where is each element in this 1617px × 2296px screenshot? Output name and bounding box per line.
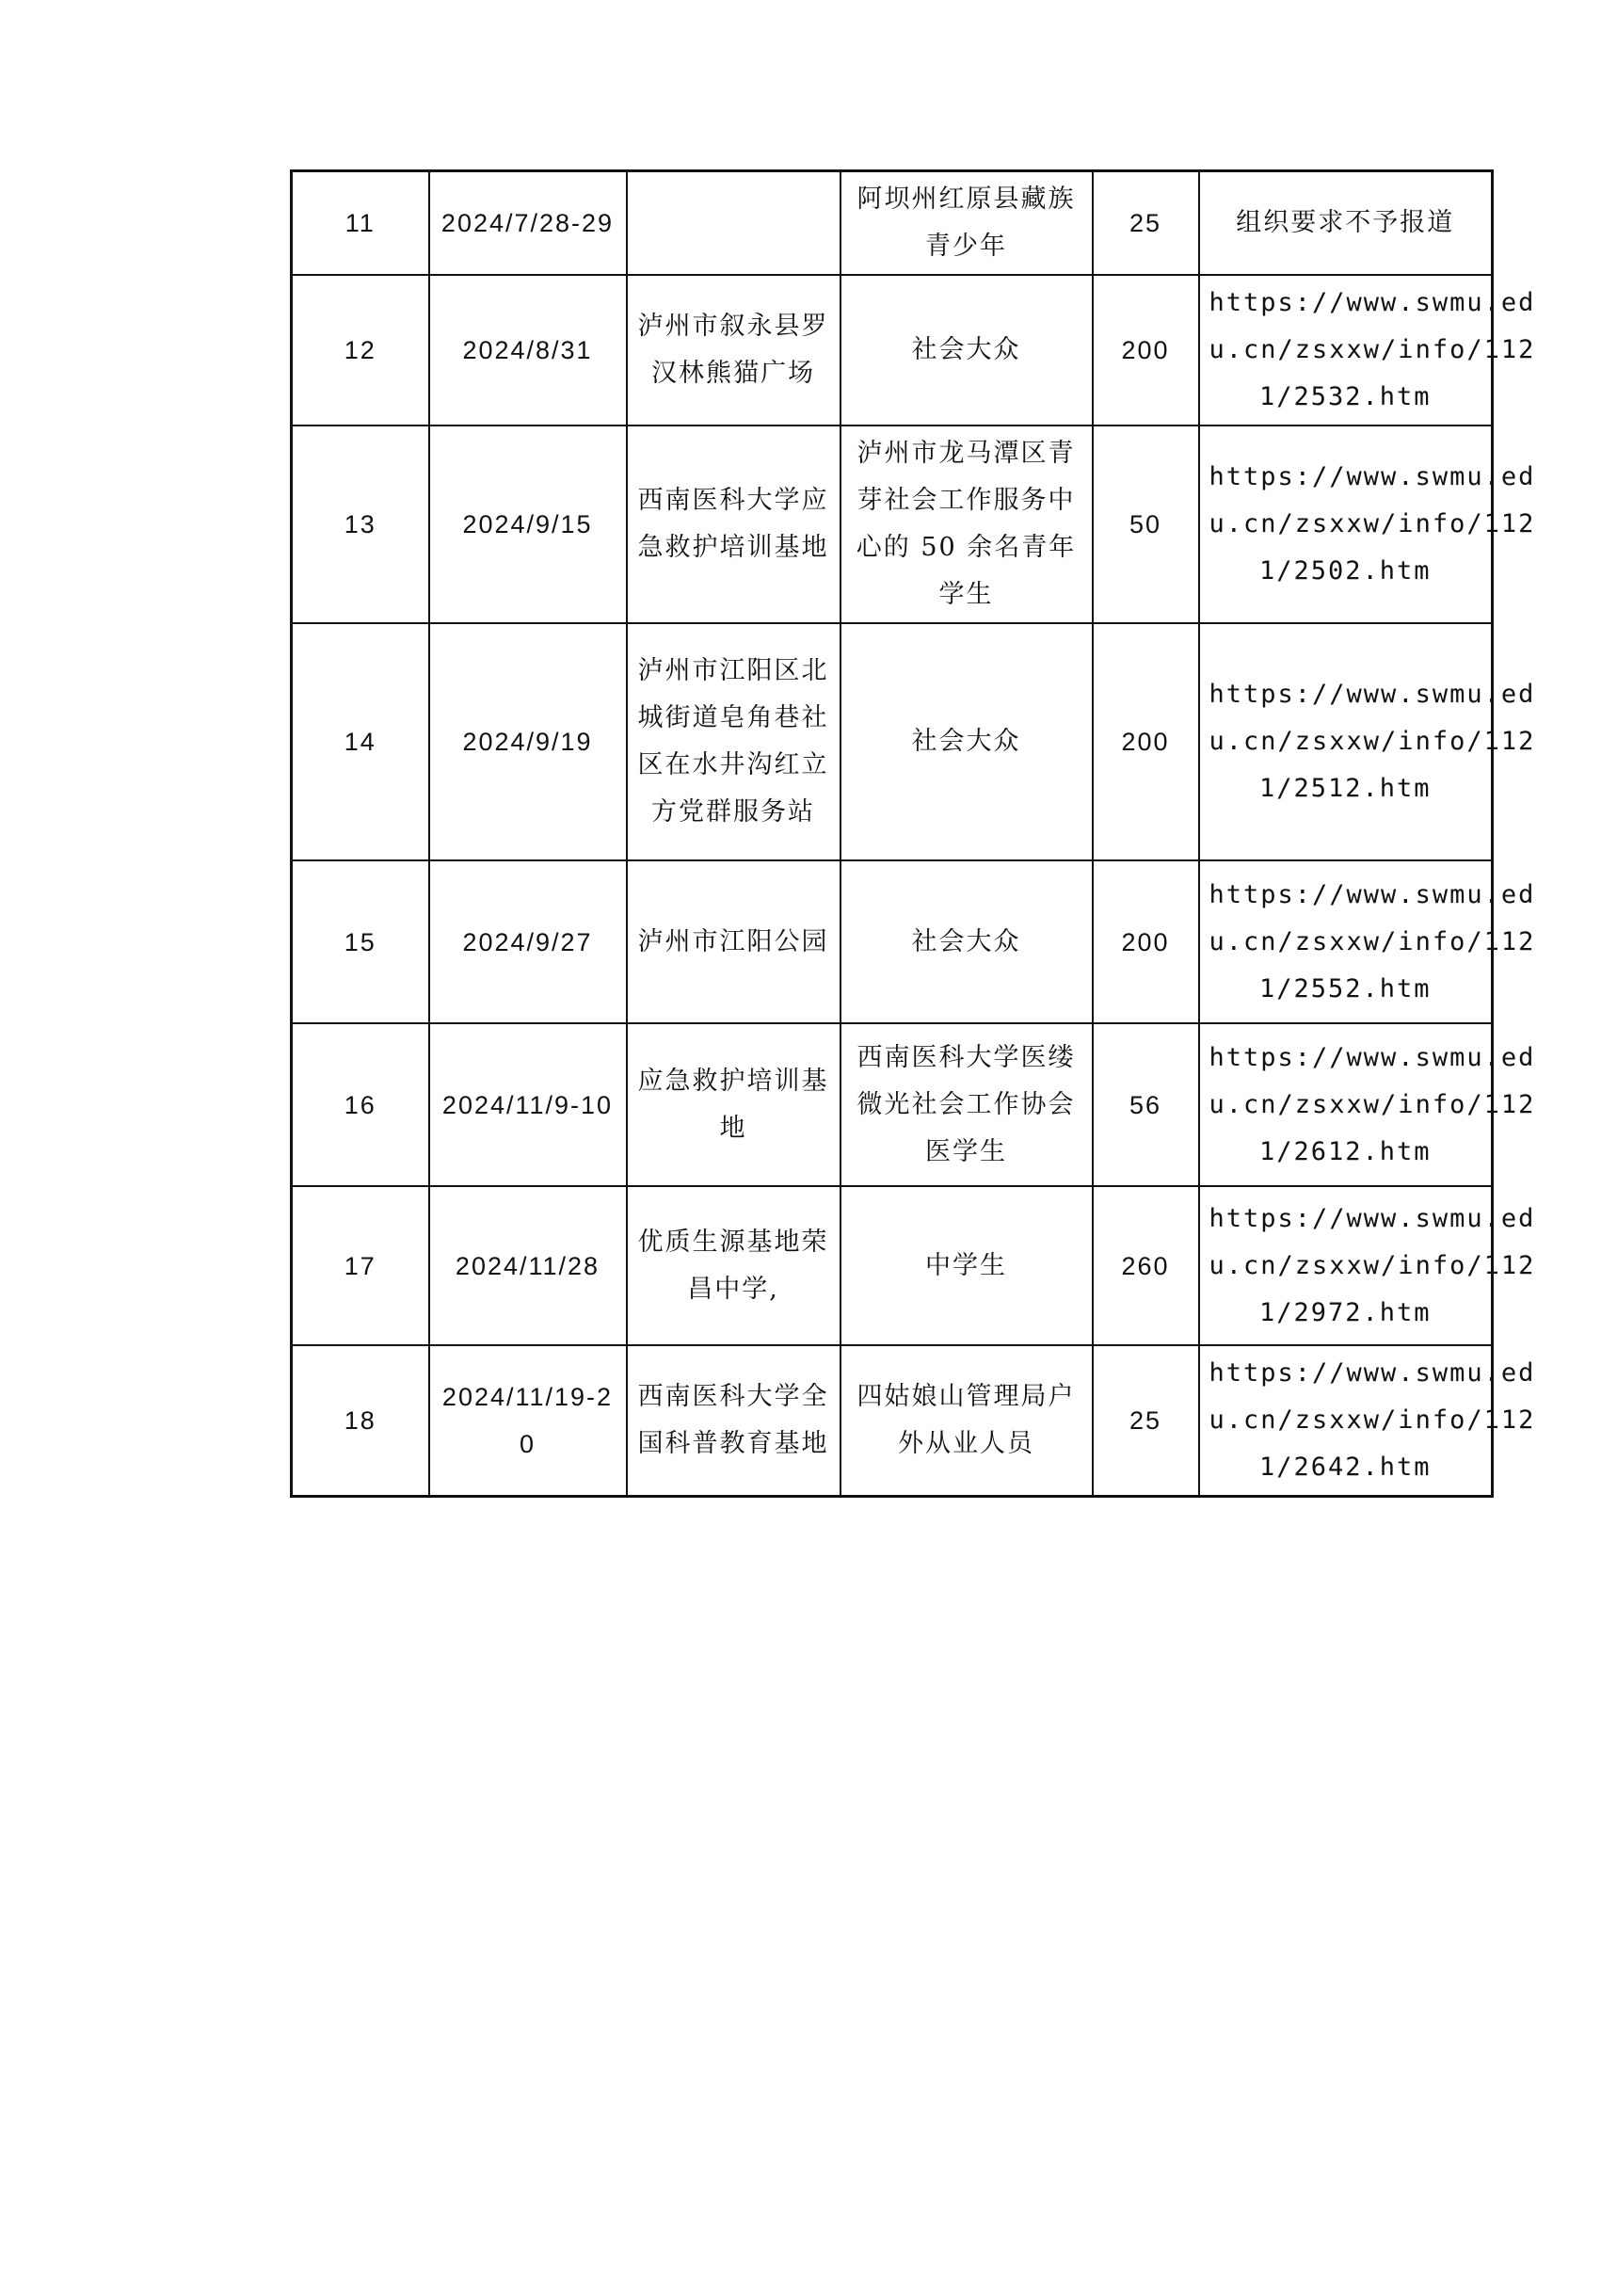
report-link-line: https://www.swmu.ed: [1209, 879, 1536, 909]
participant-count: 50: [1093, 425, 1199, 623]
report-link-line: u.cn/zsxxw/info/112: [1209, 926, 1536, 956]
report-link-line: 1/2532.htm: [1258, 382, 1432, 411]
activity-audience: 中学生: [841, 1186, 1093, 1345]
activity-date: 2024/9/15: [429, 425, 627, 623]
table-row: [292, 425, 1493, 623]
report-link-line: 1/2552.htm: [1258, 973, 1432, 1003]
report-link-line: 1/2612.htm: [1258, 1136, 1432, 1166]
report-link-line: https://www.swmu.ed: [1209, 1042, 1536, 1072]
report-link[interactable]: [1199, 623, 1536, 860]
activity-date: 2024/9/19: [429, 623, 627, 860]
activity-location: 西南医科大学应急救护培训基地: [627, 425, 841, 623]
activity-date: 2024/8/31: [429, 275, 627, 425]
report-link-line: https://www.swmu.ed: [1209, 288, 1536, 317]
table-row: [292, 860, 1493, 1023]
participant-count: 200: [1093, 275, 1199, 425]
report-link-line: https://www.swmu.ed: [1209, 680, 1536, 709]
report-link[interactable]: [1199, 275, 1536, 425]
report-note-text: 组织要求不予报道: [1236, 208, 1455, 237]
activity-audience: 阿坝州红原县藏族青少年: [841, 171, 1093, 276]
report-link-line: u.cn/zsxxw/info/112: [1209, 727, 1536, 756]
activity-location: 西南医科大学全国科普教育基地: [627, 1345, 841, 1497]
activity-audience: 社会大众: [841, 860, 1093, 1023]
row-number: 18: [292, 1345, 429, 1497]
report-link[interactable]: [1199, 1345, 1536, 1497]
activity-date: 2024/11/19-20: [429, 1345, 627, 1497]
activity-audience: 西南医科大学医缕微光社会工作协会医学生: [841, 1023, 1093, 1186]
activity-audience: 泸州市龙马潭区青芽社会工作服务中心的 50 余名青年学生: [841, 425, 1093, 623]
report-link-line: u.cn/zsxxw/info/112: [1209, 509, 1536, 538]
participant-count: 260: [1093, 1186, 1199, 1345]
table-row: [292, 623, 1493, 860]
row-number: 13: [292, 425, 429, 623]
report-link[interactable]: [1199, 1023, 1536, 1186]
row-number: 11: [292, 171, 429, 276]
report-link-line: https://www.swmu.ed: [1209, 1203, 1536, 1233]
row-number: 14: [292, 623, 429, 860]
participant-count: 200: [1093, 860, 1199, 1023]
activity-location: 泸州市江阳公园: [627, 860, 841, 1023]
activity-audience: 社会大众: [841, 623, 1093, 860]
activity-date: 2024/11/28: [429, 1186, 627, 1345]
participant-count: 200: [1093, 623, 1199, 860]
activity-location: 应急救护培训基地: [627, 1023, 841, 1186]
activity-location: 泸州市江阳区北城街道皂角巷社区在水井沟红立方党群服务站: [627, 623, 841, 860]
row-number: 17: [292, 1186, 429, 1345]
activity-location: 优质生源基地荣昌中学,: [627, 1186, 841, 1345]
activity-date: 2024/7/28-29: [429, 171, 627, 276]
activity-location: 泸州市叙永县罗汉林熊猫广场: [627, 275, 841, 425]
table-row: [292, 275, 1493, 425]
report-link[interactable]: [1199, 425, 1536, 623]
participant-count: 25: [1093, 1345, 1199, 1497]
table-row: [292, 171, 1493, 276]
participant-count: 25: [1093, 171, 1199, 276]
report-link-line: 1/2972.htm: [1258, 1297, 1432, 1327]
report-link-line: u.cn/zsxxw/info/112: [1209, 335, 1536, 364]
report-link-line: u.cn/zsxxw/info/112: [1209, 1405, 1536, 1435]
row-number: 16: [292, 1023, 429, 1186]
row-number: 15: [292, 860, 429, 1023]
table-row: [292, 1023, 1493, 1186]
report-link[interactable]: [1199, 860, 1536, 1023]
table-row: [292, 1345, 1493, 1497]
row-number: 12: [292, 275, 429, 425]
report-link-line: 1/2642.htm: [1258, 1453, 1432, 1482]
report-link-line: 1/2502.htm: [1258, 556, 1432, 586]
table-row: [292, 1186, 1493, 1345]
report-link-line: u.cn/zsxxw/info/112: [1209, 1250, 1536, 1280]
report-link[interactable]: [1199, 1186, 1536, 1345]
report-note: [1199, 171, 1493, 276]
report-link-line: https://www.swmu.ed: [1209, 1358, 1536, 1388]
activity-audience: 社会大众: [841, 275, 1093, 425]
activity-table: [290, 169, 1536, 1498]
report-link-line: 1/2512.htm: [1258, 774, 1432, 803]
activity-date: 2024/9/27: [429, 860, 627, 1023]
activity-location: [627, 171, 841, 276]
report-link-line: https://www.swmu.ed: [1209, 462, 1536, 491]
report-link-line: u.cn/zsxxw/info/112: [1209, 1089, 1536, 1119]
activity-date: 2024/11/9-10: [429, 1023, 627, 1186]
activity-audience: 四姑娘山管理局户外从业人员: [841, 1345, 1093, 1497]
participant-count: 56: [1093, 1023, 1199, 1186]
